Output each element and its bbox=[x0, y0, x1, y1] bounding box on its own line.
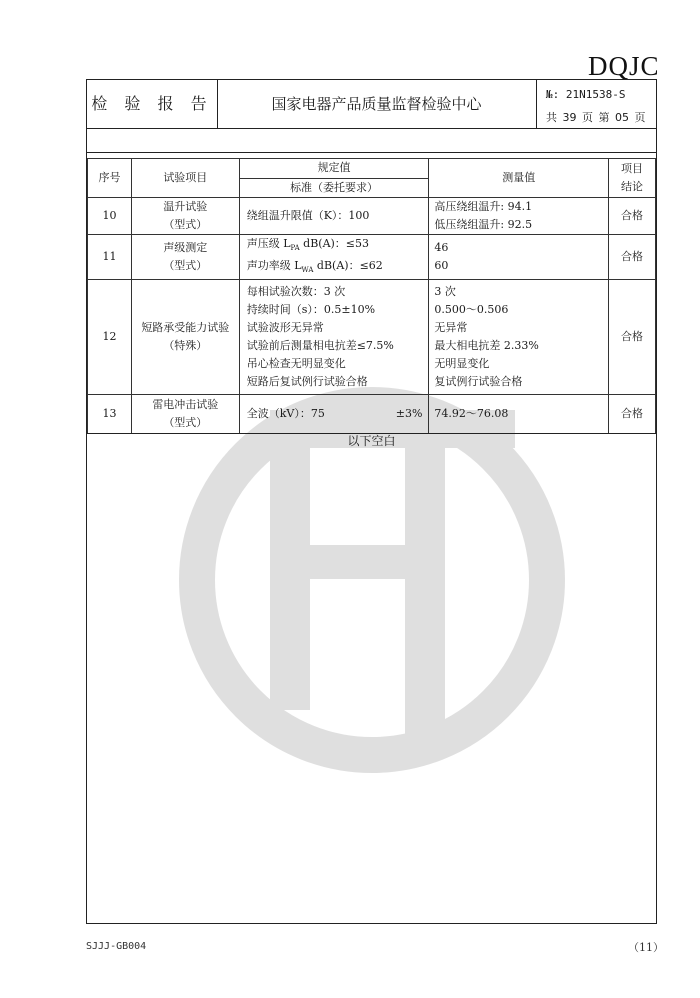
row-item bbox=[131, 235, 239, 280]
row-seq: 10 bbox=[88, 198, 132, 235]
row-measured bbox=[429, 235, 609, 280]
report-label: 检 验 报 告 bbox=[87, 80, 218, 128]
spec-text: 声功率级 L bbox=[246, 259, 302, 273]
page-count: 共 39 页 第 05 页 bbox=[546, 111, 646, 124]
item-line: （型式） bbox=[163, 218, 208, 231]
spec-line: 持续时间（s）：0.5±10% bbox=[246, 303, 376, 317]
report-meta bbox=[536, 80, 656, 128]
measured-line: 高压绕组温升: 94.1 bbox=[434, 200, 533, 213]
col-standard-header: 标准（委托要求） bbox=[239, 178, 429, 198]
spec-subscript: WA bbox=[301, 266, 314, 275]
table-header-row bbox=[88, 159, 656, 179]
spec-tolerance: ±3% bbox=[395, 407, 423, 421]
spec-line: 试验前后测量相电抗差≤7.5% bbox=[246, 339, 394, 353]
row-conclusion: 合格 bbox=[609, 198, 656, 235]
measured-line: 复试例行试验合格 bbox=[434, 375, 523, 389]
measured-line: 低压绕组温升: 92.5 bbox=[434, 218, 533, 231]
spec-text: 声压级 L bbox=[246, 237, 291, 250]
spec-line: 试验波形无异常 bbox=[246, 321, 324, 335]
item-line: 温升试验 bbox=[163, 200, 208, 213]
row-conclusion: 合格 bbox=[609, 280, 656, 395]
row-item bbox=[131, 198, 239, 235]
conclusion-header-line: 项目 bbox=[621, 162, 644, 175]
measured-line: 0.500～0.506 bbox=[434, 303, 509, 317]
table-row bbox=[88, 198, 656, 235]
col-conclusion-header bbox=[609, 159, 656, 198]
form-code: SJJJ-GB004 bbox=[86, 941, 147, 952]
col-spec-header: 规定值 bbox=[239, 159, 429, 179]
row-spec bbox=[239, 280, 429, 395]
row-item bbox=[131, 395, 239, 434]
table-row bbox=[88, 280, 656, 395]
item-line: 雷电冲击试验 bbox=[152, 398, 219, 412]
footer-page-number: （11） bbox=[628, 941, 664, 954]
item-line: （型式） bbox=[163, 416, 208, 430]
item-line: 短路承受能力试验 bbox=[141, 321, 230, 335]
col-item-header: 试验项目 bbox=[131, 159, 239, 198]
row-seq: 13 bbox=[88, 395, 132, 434]
conclusion-header-line: 结论 bbox=[621, 180, 644, 193]
table-row bbox=[88, 235, 656, 280]
measured-line: 无异常 bbox=[434, 321, 468, 335]
measured-line: 46 bbox=[434, 241, 449, 255]
col-measured-header: 测量值 bbox=[429, 159, 609, 198]
item-line: （特殊） bbox=[163, 339, 208, 353]
col-seq-header: 序号 bbox=[88, 159, 132, 198]
spec-text: 全波（kV）：75 bbox=[246, 407, 325, 421]
spec-text: dB(A)：≤62 bbox=[313, 259, 383, 273]
row-measured bbox=[429, 198, 609, 235]
row-seq: 12 bbox=[88, 280, 132, 395]
spec-line: 短路后复试例行试验合格 bbox=[246, 375, 368, 389]
measured-line: 60 bbox=[434, 259, 449, 273]
row-spec: 绕组温升限值（K）：100 bbox=[239, 198, 429, 235]
row-item bbox=[131, 280, 239, 395]
report-frame bbox=[86, 79, 657, 924]
report-number: №: 21N1538-S bbox=[546, 88, 626, 101]
results-table bbox=[87, 158, 656, 434]
item-line: 声级测定 bbox=[163, 241, 208, 255]
blank-note: 以下空白 bbox=[347, 434, 396, 448]
row-conclusion: 合格 bbox=[609, 395, 656, 434]
row-measured: 74.92～76.08 bbox=[429, 395, 609, 434]
center-name: 国家电器产品质量监督检验中心 bbox=[217, 80, 537, 128]
spec-line: 每相试验次数：3 次 bbox=[246, 285, 346, 299]
row-measured bbox=[429, 280, 609, 395]
row-conclusion: 合格 bbox=[609, 235, 656, 280]
measured-line: 无明显变化 bbox=[434, 357, 490, 371]
spec-line bbox=[247, 257, 429, 279]
row-spec bbox=[239, 395, 429, 434]
report-header bbox=[87, 80, 656, 129]
row-seq: 11 bbox=[88, 235, 132, 280]
measured-line: 最大相电抗差 2.33% bbox=[434, 339, 539, 353]
row-spec bbox=[239, 235, 429, 280]
item-line: （型式） bbox=[163, 259, 208, 273]
spec-line: 吊心检查无明显变化 bbox=[246, 357, 346, 371]
divider bbox=[87, 152, 656, 153]
spec-line bbox=[247, 235, 429, 257]
spec-subscript: PA bbox=[290, 244, 300, 253]
table-row bbox=[88, 395, 656, 434]
spec-text: dB(A)：≤53 bbox=[299, 237, 370, 250]
brand-mark: DQJC bbox=[588, 51, 660, 81]
measured-line: 3 次 bbox=[434, 285, 456, 299]
